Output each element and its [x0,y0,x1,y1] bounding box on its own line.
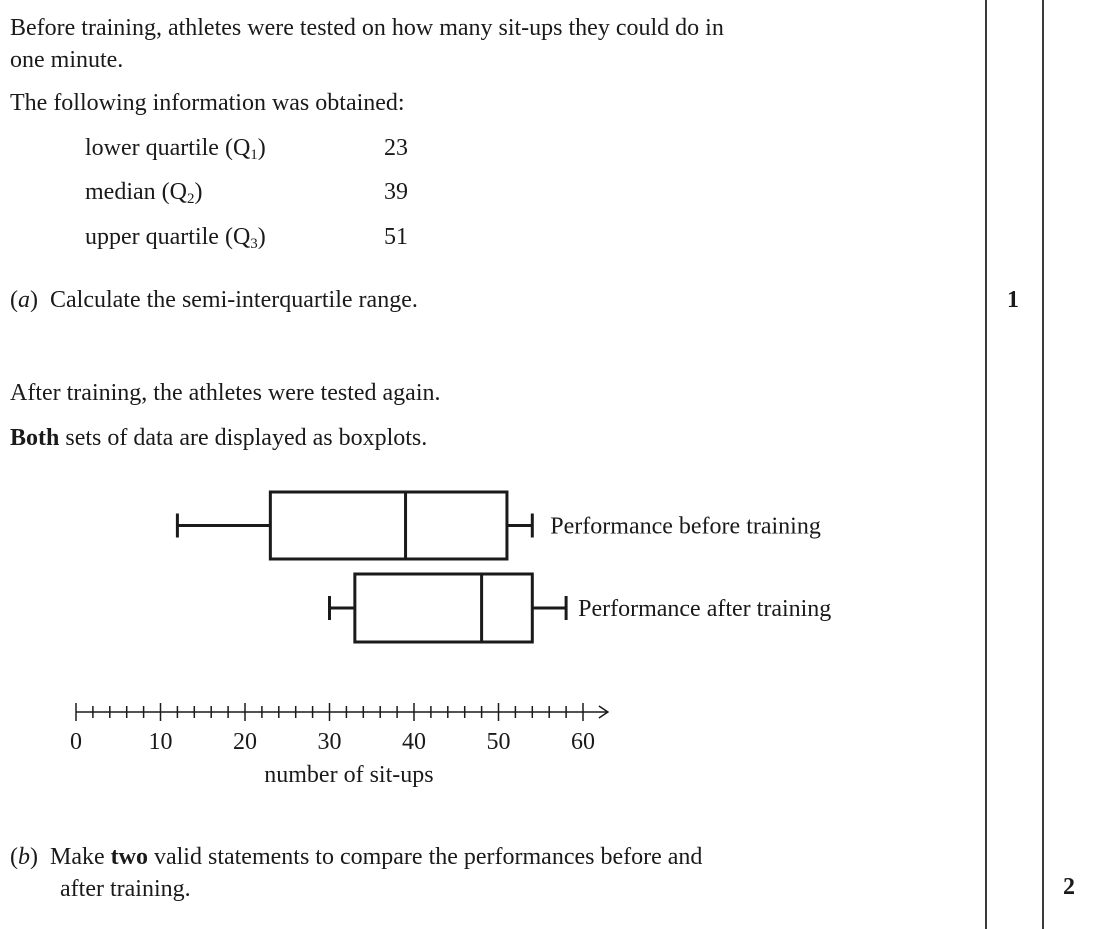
box-iqr [270,492,507,559]
part-a-question: (a) Calculate the semi-interquartile range. [10,287,418,313]
x-tick-label: 20 [233,729,257,755]
x-tick-label: 50 [486,729,511,755]
x-tick-label: 10 [148,729,173,755]
x-tick-label: 30 [317,729,342,755]
quartile-label-median: median $(Q_2)$ [85,179,203,207]
obtained-text: The following information was obtained: [10,90,405,116]
quartile-label-upper: upper quartile $(Q_3)$ [85,224,266,252]
intro-line-1: Before training, athletes were tested on how many sit-ups they could do in [10,15,724,41]
quartile-value-lower: 23 [384,135,408,161]
part-b-question-line-2: after training. [60,876,191,902]
x-tick-label: 60 [571,729,595,755]
x-tick-label: 0 [70,729,82,755]
intro-line-2: one minute. [10,47,124,73]
quartile-label-lower: lower quartile $(Q_1)$ [85,135,266,163]
series-label: Performance before training [550,513,821,540]
box-iqr [355,574,532,642]
part-b-question-line-1: (b) Make two valid statements to compare the performances before and [10,844,703,870]
x-tick-label: 40 [402,729,426,755]
quartile-value-median: 39 [384,179,408,205]
part-b-marks: 2 [1063,874,1075,900]
series-label: Performance after training [578,596,832,622]
quartile-value-upper: 51 [384,224,408,250]
x-axis-label: number of sit-ups [264,762,434,788]
boxplots-text: Both sets of data are displayed as boxplots. [10,425,428,451]
after-training-text: After training, the athletes were tested again. [10,380,441,406]
part-a-marks: 1 [1007,287,1019,313]
